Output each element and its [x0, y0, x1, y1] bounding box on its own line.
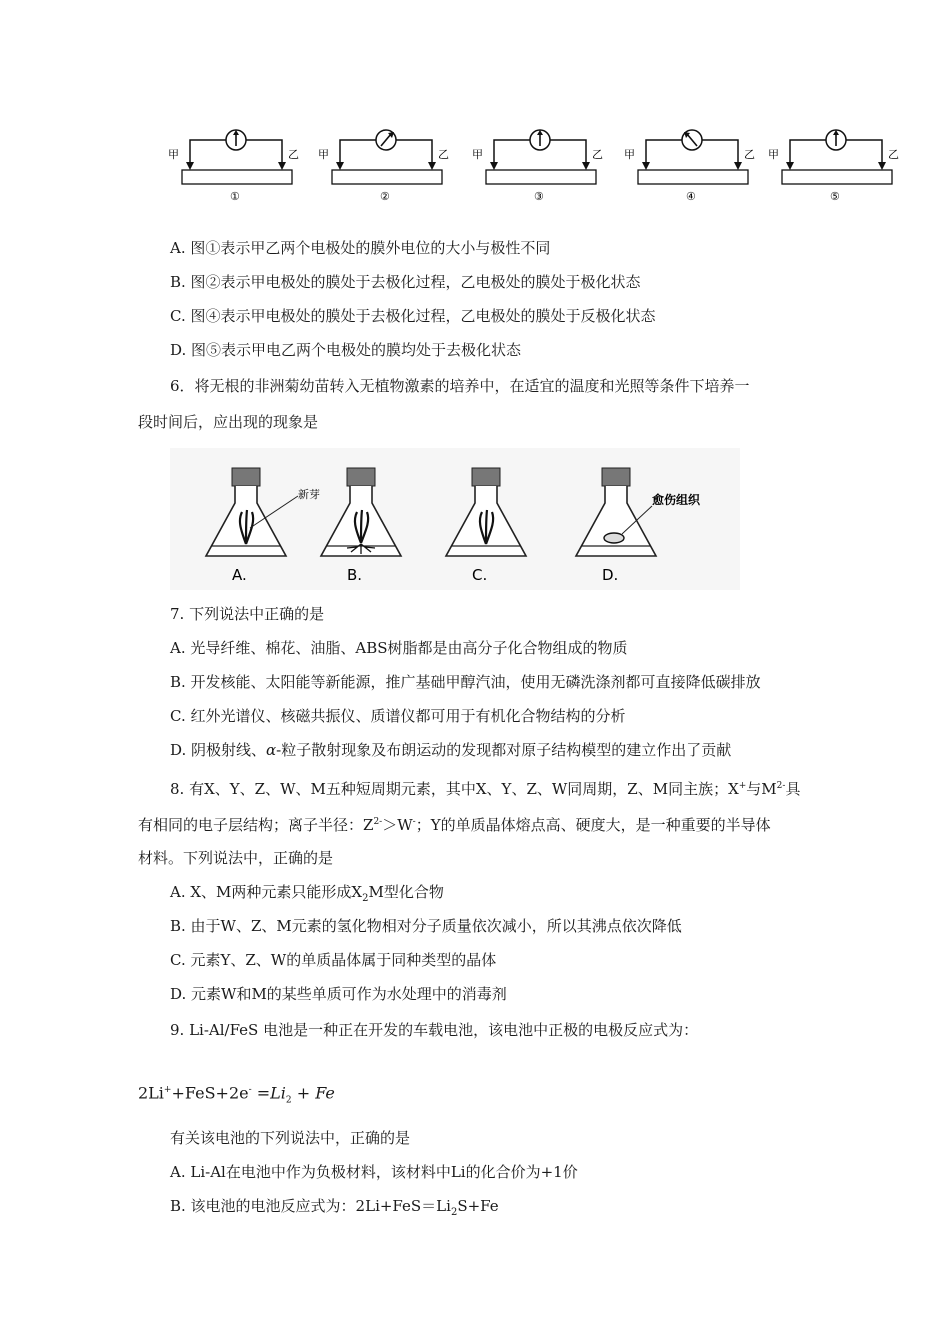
panel-label: ⑤	[830, 190, 840, 203]
q8-stem-line3: 材料。下列说法中，正确的是	[138, 849, 334, 867]
flask-label: C.	[472, 566, 488, 584]
panel-4	[624, 130, 755, 203]
right-label: 乙	[438, 148, 449, 161]
right-label: 乙	[288, 148, 299, 161]
q6-stem-line2: 段时间后，应出现的现象是	[138, 413, 319, 431]
left-label: 甲	[472, 148, 483, 161]
panel-label: ②	[380, 190, 390, 203]
membrane-electrode-figure	[160, 120, 920, 210]
q8-option-d: D. 元素W和M的某些单质可作为水处理中的消毒剂	[170, 985, 507, 1003]
q8-stem-line2: 有相同的电子层结构；离子半径：$Z^{2-}>W^-$；Y的单质晶体熔点高、硬度大，是一种重要的半导体	[138, 816, 771, 834]
panel-1	[168, 130, 299, 203]
annot-callus: 愈伤组织	[652, 493, 701, 507]
flask-label: A.	[232, 566, 247, 584]
q7-option-a: A. 光导纤维、棉花、油脂、ABS树脂都是由高分子化合物组成的物质	[170, 639, 628, 657]
q8-stem-line1: 8. 有X、Y、Z、W、M五种短周期元素，其中X、Y、Z、W同周期，Z、M同主族；X+与$M^{2-}$具	[170, 780, 801, 798]
q7-option-c: C. 红外光谱仪、核磁共振仪、质谱仪都可用于有机化合物结构的分析	[170, 707, 626, 725]
q7-stem: 7. 下列说法中正确的是	[170, 605, 325, 623]
right-label: 乙	[744, 148, 755, 161]
q5-option-a: A. 图①表示甲乙两个电极处的膜外电位的大小与极性不同	[170, 239, 551, 257]
panel-5	[768, 130, 899, 203]
panel-label: ④	[686, 190, 696, 203]
panel-3	[472, 130, 603, 203]
panel-label: ③	[534, 190, 544, 203]
annot-bud: 新芽	[298, 488, 320, 501]
q8-option-a: A. X、M两种元素只能形成$X_2M$型化合物	[170, 883, 444, 904]
alpha-symbol: α	[266, 741, 277, 759]
panel-2	[318, 130, 449, 203]
left-label: 甲	[168, 148, 179, 161]
q8-option-b: B. 由于W、Z、M元素的氢化物相对分子质量依次减小，所以其沸点依次降低	[170, 917, 682, 935]
q8-option-c: C. 元素Y、Z、W的单质晶体属于同种类型的晶体	[170, 951, 497, 969]
left-label: 甲	[624, 148, 635, 161]
q9-equation: $2Li^++FeS+2e^- =Li_2 + Fe$	[138, 1083, 335, 1106]
flask-label: B.	[347, 566, 363, 584]
q9-intro: 有关该电池的下列说法中，正确的是	[170, 1129, 411, 1147]
left-label: 甲	[768, 148, 779, 161]
q9-option-a: A. Li-Al在电池中作为负极材料，该材料中Li的化合价为+1价	[170, 1163, 578, 1181]
right-label: 乙	[592, 148, 603, 161]
left-label: 甲	[318, 148, 329, 161]
q5-option-d: D. 图⑤表示甲电乙两个电极处的膜均处于去极化状态	[170, 341, 522, 359]
q5-option-c: C. 图④表示甲电极处的膜处于去极化过程，乙电极处的膜处于反极化状态	[170, 307, 656, 325]
q7-option-d: D. 阴极射线、α-粒子散射现象及布朗运动的发现都对原子结构模型的建立作出了贡献	[170, 741, 732, 759]
q9-stem: 9. Li-Al/FeS 电池是一种正在开发的车载电池，该电池中正极的电极反应式为：	[170, 1021, 699, 1039]
flask-figure	[170, 448, 740, 590]
q6-stem-line1: 6．将无根的非洲菊幼苗转入无植物激素的培养中，在适宜的温度和光照等条件下培养一	[170, 377, 750, 395]
q5-option-b: B. 图②表示甲电极处的膜处于去极化过程，乙电极处的膜处于极化状态	[170, 273, 641, 291]
right-label: 乙	[888, 148, 899, 161]
q9-option-b: B. 该电池的电池反应式为：$2Li+FeS=Li_2S+Fe$	[170, 1197, 499, 1218]
panel-label: ①	[230, 190, 240, 203]
q7-option-b: B. 开发核能、太阳能等新能源，推广基础甲醇汽油，使用无磷洗涤剂都可直接降低碳排放	[170, 673, 761, 691]
flask-label: D.	[602, 566, 619, 584]
